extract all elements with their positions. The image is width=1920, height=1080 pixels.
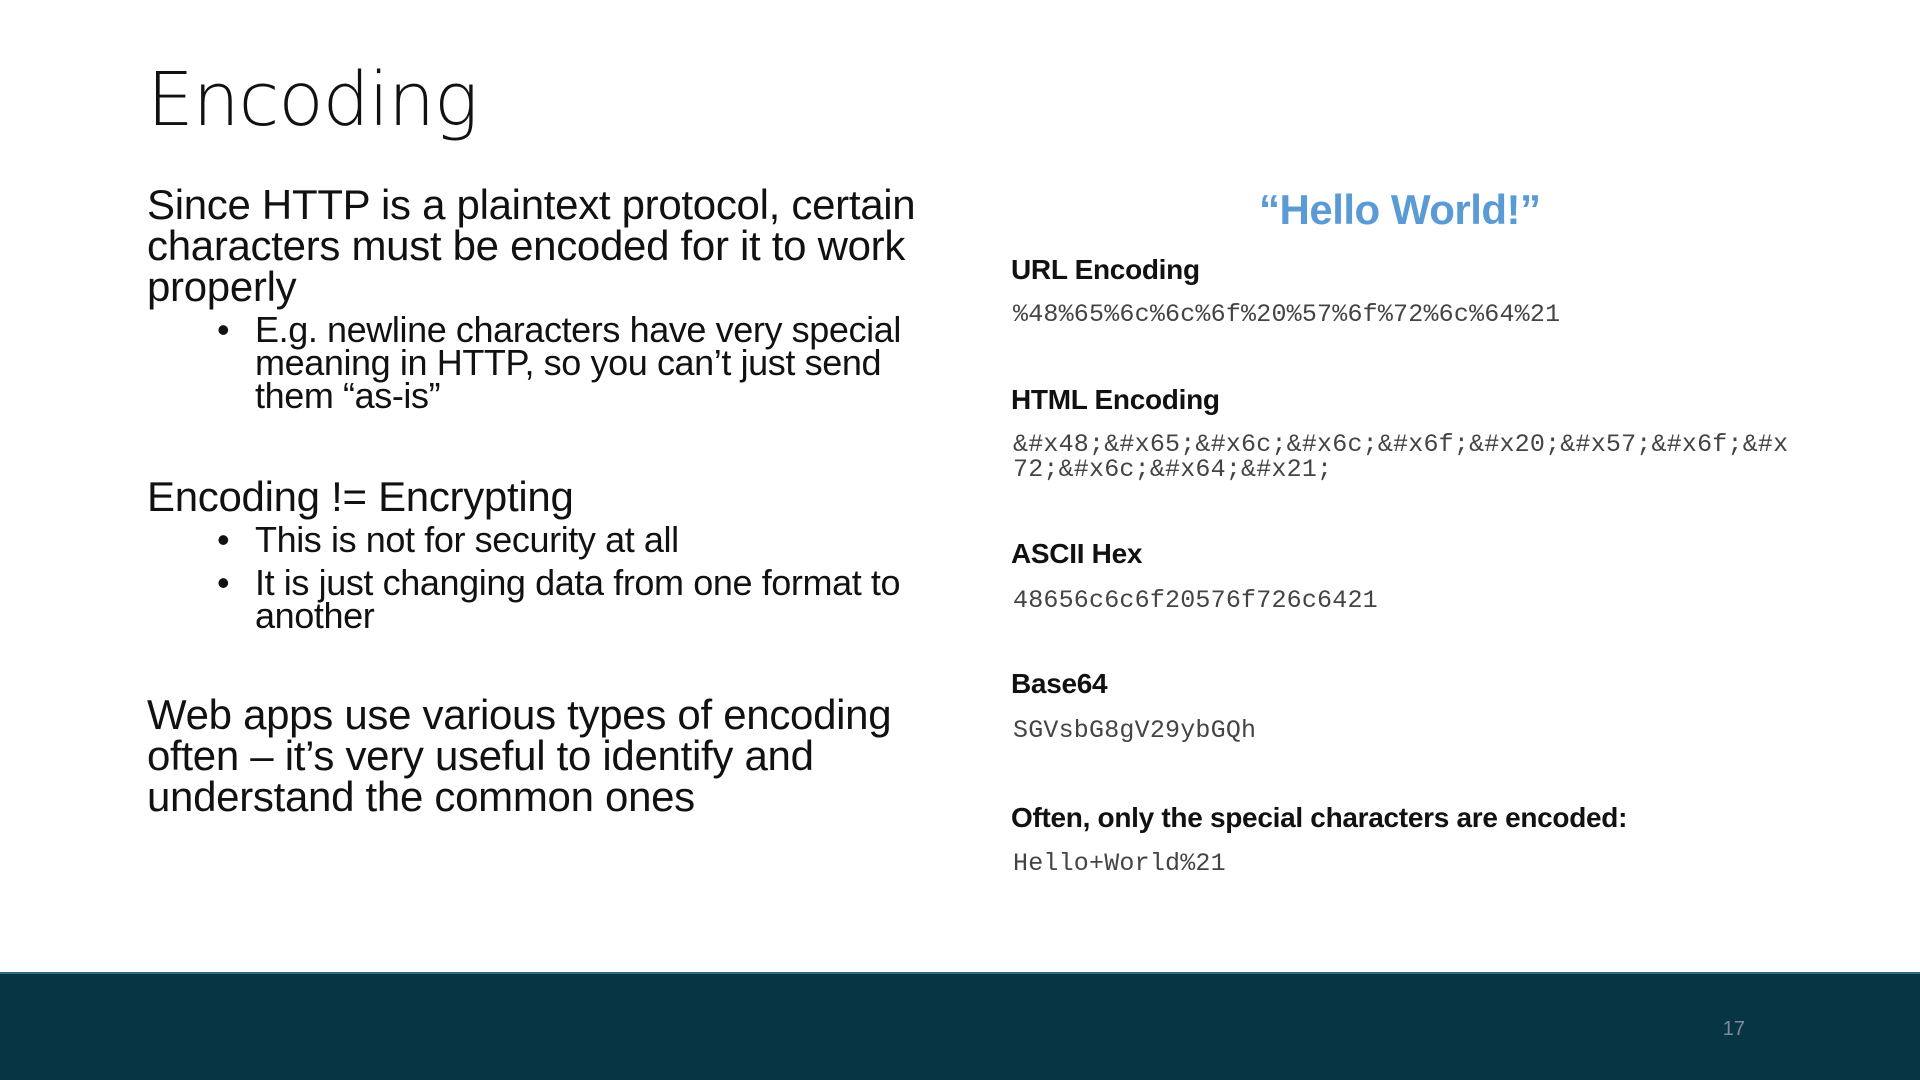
bullet-item (217, 519, 947, 560)
bullet-item (217, 562, 947, 636)
special-characters-code: Hello+World%21 (1013, 849, 1226, 878)
url-encoding-code: %48%65%6c%6c%6f%20%57%6f%72%6c%64%21 (1013, 300, 1561, 329)
paragraph-http-plaintext: Since HTTP is a plaintext protocol, certain characters must be encoded for it to work properly (147, 181, 916, 310)
slide-title: Encoding (147, 57, 478, 143)
bullet-list-http (147, 309, 947, 416)
bullet-text: E.g. newline characters have very special meaning in HTTP, so you can’t just send them “as-is” (255, 309, 901, 416)
bullet-item (217, 309, 947, 416)
bullet-dot: • (217, 519, 230, 560)
page-number: 17 (1722, 1018, 1745, 1040)
base64-label: Base64 (1011, 668, 1108, 699)
html-encoding-code: &#x48;&#x65;&#x6c;&#x6c;&#x6f;&#x20;&#x57;&#x6f;&#x72;&#x6c;&#x64;&#x21; (1013, 430, 1789, 484)
ascii-hex-code: 48656c6c6f20576f726c6421 (1013, 586, 1378, 615)
html-encoding-label: HTML Encoding (1011, 384, 1220, 415)
bullet-list-encrypting (147, 519, 947, 636)
hello-world-heading: “Hello World!” (1259, 186, 1541, 233)
ascii-hex-label: ASCII Hex (1011, 538, 1143, 569)
bullet-text: It is just changing data from one format to another (255, 562, 901, 636)
paragraph-encoding-vs-encrypting: Encoding != Encrypting (147, 473, 574, 520)
special-characters-label: Often, only the special characters are encoded: (1011, 802, 1628, 833)
footer-bar (0, 972, 1920, 1080)
base64-code: SGVsbG8gV29ybGQh (1013, 716, 1257, 745)
paragraph-web-apps: Web apps use various types of encoding often – it’s very useful to identify and understand the common ones (147, 691, 892, 820)
bullet-dot: • (217, 562, 230, 603)
left-column (147, 181, 947, 820)
bullet-dot: • (217, 309, 230, 350)
url-encoding-label: URL Encoding (1011, 254, 1200, 285)
bullet-text: This is not for security at all (255, 519, 679, 560)
